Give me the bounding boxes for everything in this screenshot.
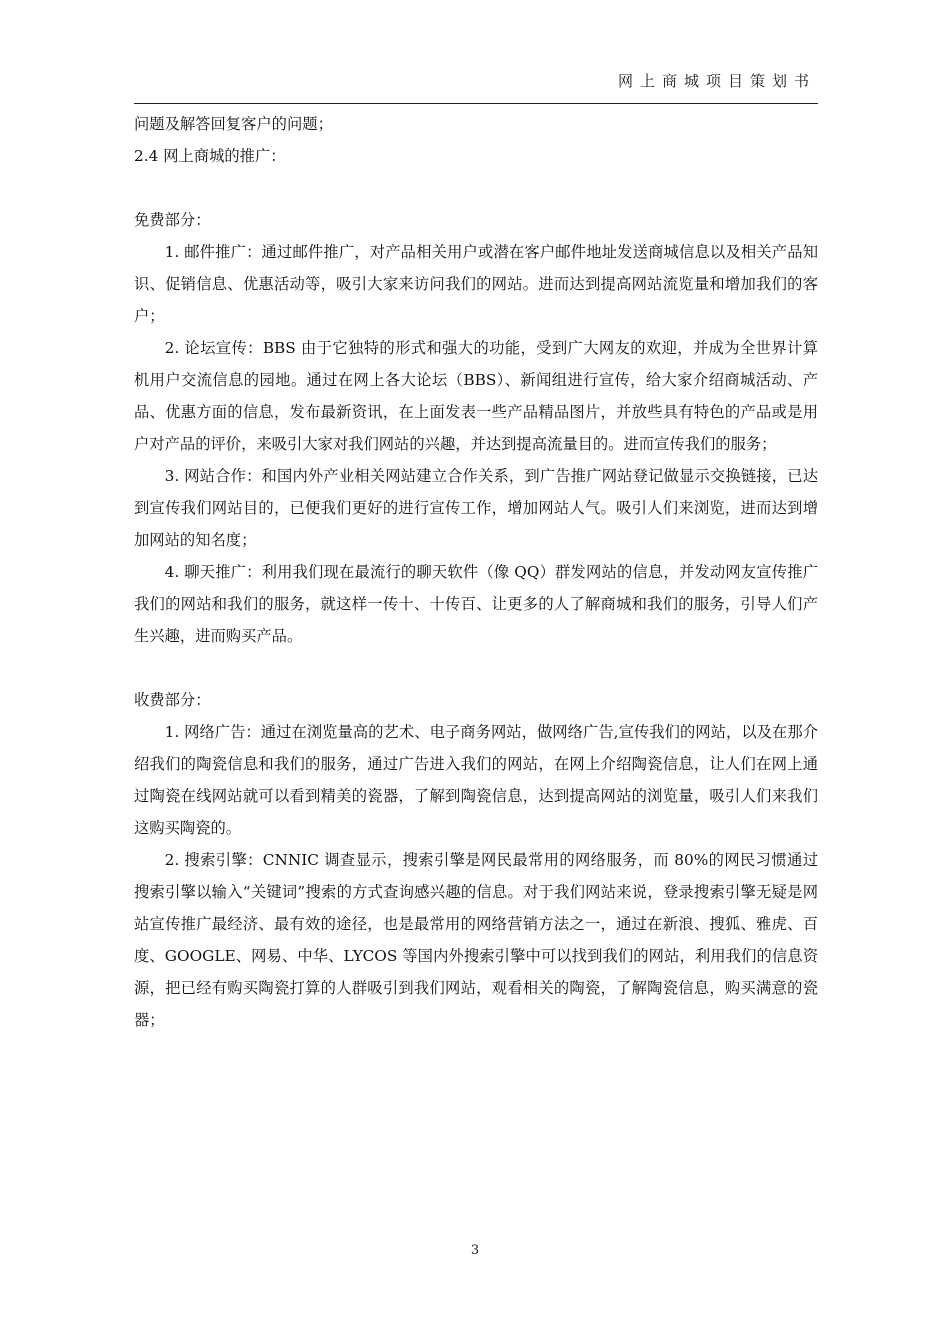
header-rule — [134, 103, 818, 104]
continuation-line: 问题及解答回复客户的问题； — [134, 115, 333, 133]
free-item-forum: 2. 论坛宣传：BBS 由于它独特的形式和强大的功能，受到广大网友的欢迎，并成为全世界计算机用户交流信息的园地。通过在网上各大论坛（BBS）、新闻组进行宣传，给大家介绍商城活动、产品、优惠方面的信息，发布最新资讯，在上面发表一些产品精品图片，并放些具有特色的产品或是用户对产品的评价，来吸引大家对我们网站的兴趣，并达到提高流量目的。进而宣传我们的服务； — [134, 339, 818, 453]
free-item-chat: 4. 聊天推广：利用我们现在最流行的聊天软件（像 QQ）群发网站的信息，并发动网友宣传推广我们的网站和我们的服务，就这样一传十、十传百、让更多的人了解商城和我们的服务，引导人们产生兴趣，进而购买产品。 — [134, 563, 818, 645]
running-header-title: 网上商城项目策划书 — [617, 72, 816, 90]
section-heading: 2.4 网上商城的推广： — [134, 147, 286, 165]
page-number: 3 — [470, 1243, 480, 1258]
free-item-email: 1. 邮件推广：通过邮件推广，对产品相关用户或潜在客户邮件地址发送商城信息以及相关产品知识、促销信息、优惠活动等，吸引大家来访问我们的网站。进而达到提高网站流览量和增加我们的客户； — [134, 243, 818, 325]
free-item-partnership: 3. 网站合作：和国内外产业相关网站建立合作关系，到广告推广网站登记做显示交换链接，已达到宣传我们网站目的，已便我们更好的进行宣传工作，增加网站人气。吸引人们来浏览，进而达到增加网站的知名度； — [134, 467, 818, 549]
paid-item-search-engine: 2. 搜索引擎：CNNIC 调查显示，搜索引擎是网民最常用的网络服务，而 80%的网民习惯通过搜索引擎以输入“关键词”搜索的方式查询感兴趣的信息。对于我们网站来说，登录搜索引擎无疑是网站宣传推广最经济、最有效的途径，也是最常用的网络营销方法之一，通过在新浪、搜狐、雅虎、百度、GOOGLE、网易、中华、LYCOS 等国内外搜索引擎中可以找到我们的网站，利用我们的信息资源，把已经有购买陶瓷打算的人群吸引到我们网站，观看相关的陶瓷，了解陶瓷信息，购买满意的瓷器； — [134, 851, 818, 1029]
paid-section-label: 收费部分： — [134, 691, 211, 709]
document-body — [134, 108, 818, 1036]
paid-item-web-ads: 1. 网络广告：通过在浏览量高的艺术、电子商务网站，做网络广告,宣传我们的网站，以及在那介绍我们的陶瓷信息和我们的服务，通过广告进入我们的网站，在网上介绍陶瓷信息，让人们在网上通过陶瓷在线网站就可以看到精美的瓷器，了解到陶瓷信息，达到提高网站的浏览量，吸引人们来我们这购买陶瓷的。 — [134, 723, 818, 837]
free-section-label: 免费部分： — [134, 211, 211, 229]
